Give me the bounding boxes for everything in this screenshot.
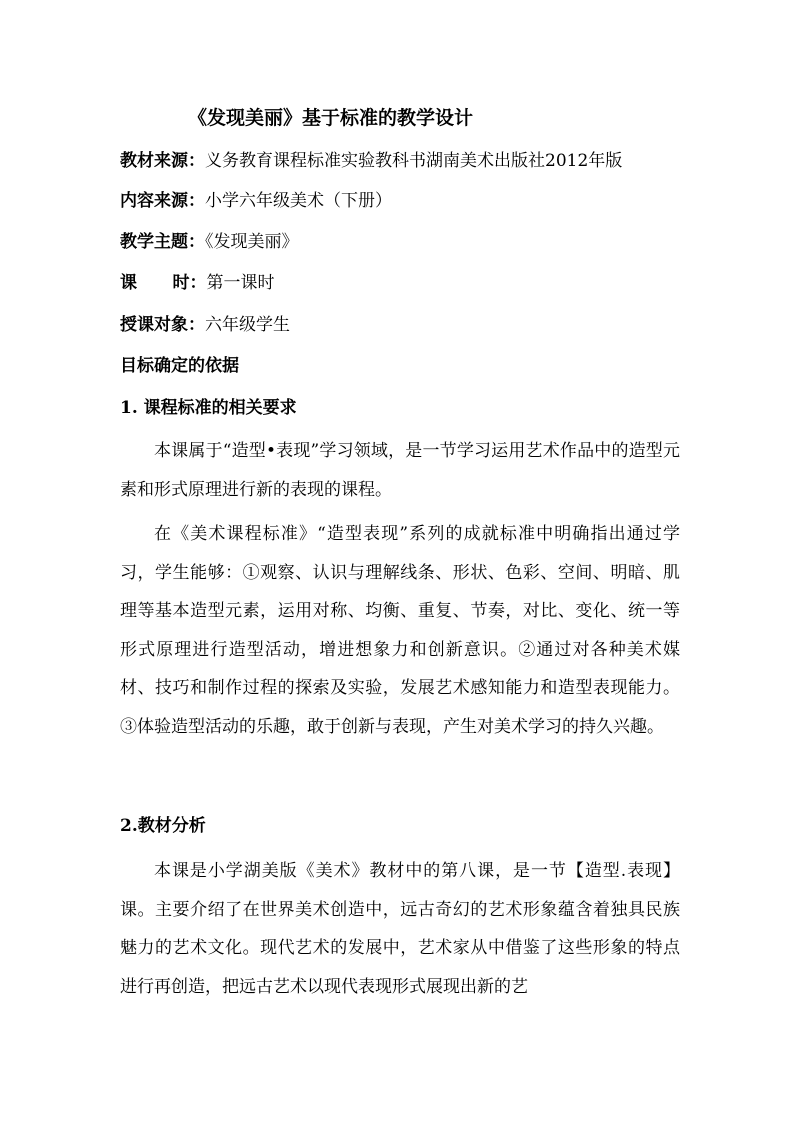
meta-label: 内容来源： — [120, 191, 205, 211]
subsection-heading: 1. 课程标准的相关要求 — [120, 398, 297, 418]
paragraph: 本课是小学湖美版《美术》教材中的第八课，是一节【造型.表现】课。主要介绍了在世界美术创造中，远古奇幻的艺术形象蕴含着独具民族魅力的艺术文化。现代艺术的发展中，艺术家从中借鉴了这些形象的特点进行再创造，把远古艺术以现代表现形式展现出新的艺 — [120, 861, 680, 997]
meta-label: 教材来源： — [120, 151, 205, 171]
meta-source-row — [120, 149, 622, 173]
paragraph: 本课属于“造型•表现”学习领域，是一节学习运用艺术作品中的造型元素和形式原理进行新的表现的课程。 — [120, 441, 680, 500]
meta-topic-row — [120, 230, 299, 254]
meta-value: 第一课时 — [206, 273, 275, 293]
meta-value: 《发现美丽》 — [205, 232, 299, 252]
subsection-heading: 2.教材分析 — [120, 816, 206, 836]
meta-label: 授课对象： — [120, 315, 205, 335]
meta-label: 教学主题： — [120, 232, 205, 252]
meta-content-row — [120, 189, 392, 213]
meta-audience-row — [120, 313, 290, 337]
meta-value: 小学六年级美术（下册） — [205, 191, 392, 211]
section-heading: 目标确定的依据 — [120, 356, 239, 376]
document-title: 《发现美丽》基于标准的教学设计 — [188, 107, 474, 129]
meta-label: 课 时： — [120, 273, 207, 293]
meta-value: 六年级学生 — [205, 315, 290, 335]
paragraph: 在《美术课程标准》“造型表现”系列的成就标准中明确指出通过学习，学生能够：①观察、认识与理解线条、形状、色彩、空间、明暗、肌理等基本造型元素，运用对称、均衡、重复、节奏，对比、变化、统一等形式原理进行造型活动，增进想象力和创新意识。②通过对各种美术媒材、技巧和制作过程的探索及实验，发展艺术感知能力和造型表现能力。③体验造型活动的乐趣，敢于创新与表现，产生对美术学习的持久兴趣。 — [120, 524, 680, 737]
meta-period-row — [120, 271, 275, 295]
meta-value: 义务教育课程标准实验教科书湖南美术出版社2012年版 — [205, 151, 623, 171]
